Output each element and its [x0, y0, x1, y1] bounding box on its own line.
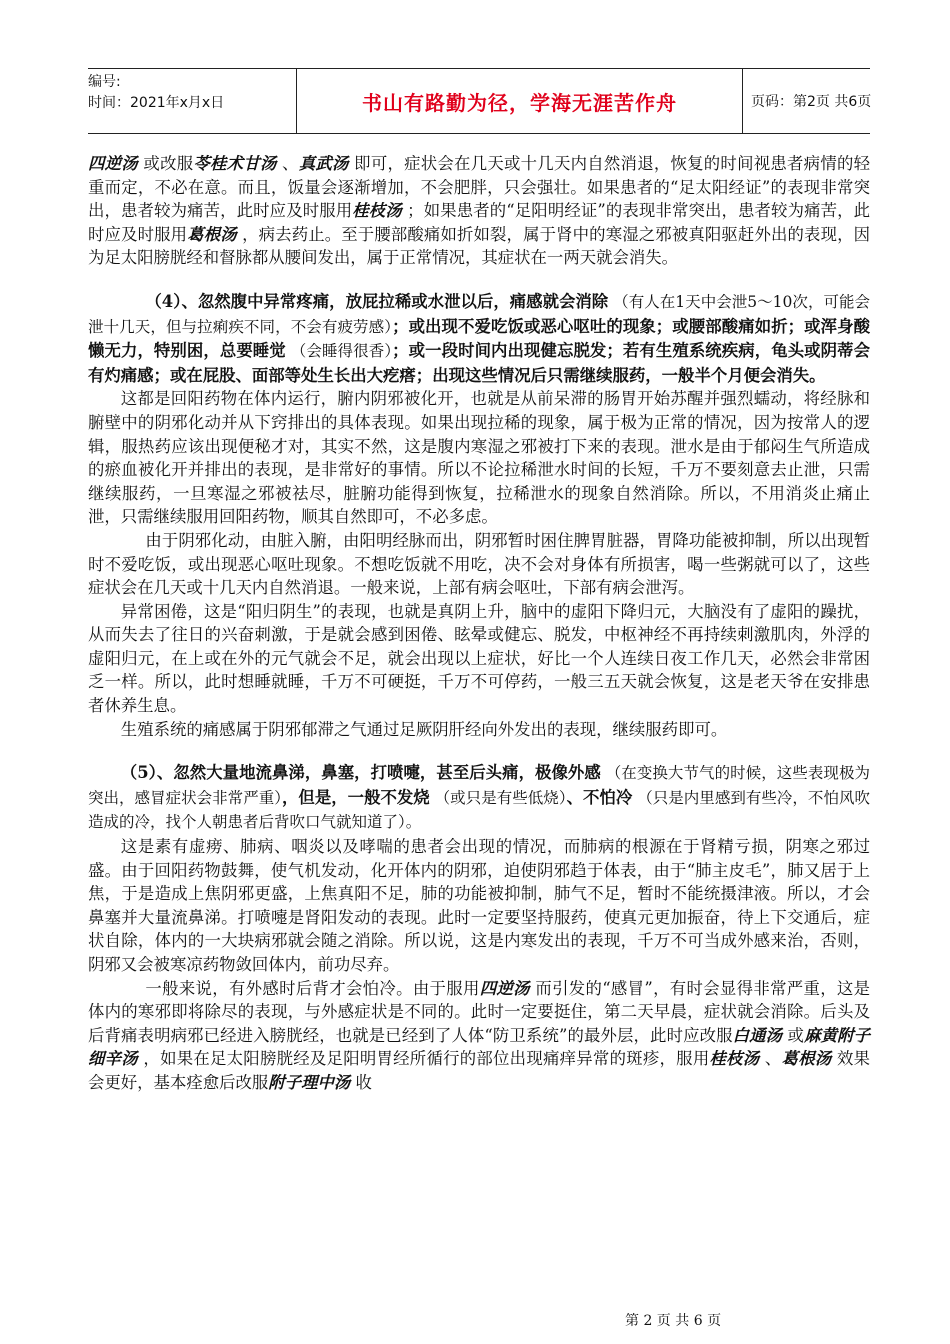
- paragraph: 异常困倦，这是“阳归阴生”的表现，也就是真阴上升，脑中的虚阳下降归元，大脑没有了虚阳的躁扰，从而失去了往日的兴奋刺激，于是就会感到困倦、眩晕或健忘、脱发，中枢神经不再持续刺激肌肉，外浮的虚阳归元，在上或在外的元气就会不足，就会出现以上症状，好比一个人连续日夜工作几天，必然会非常困乏一样。所以，此时想睡就睡，千万不可硬挺，千万不可停药，一般三五天就会恢复，这是老天爷在安排患者休养生息。: [88, 601, 870, 716]
- paragraph: [88, 977, 870, 1095]
- text-run: 而引发的“感冒”，有时会显得非常严重，这是体内的寒邪即将除尽的表现，与外感症状是不同的。此时一定要挺住，第二天早晨，症状就会消除。后头及后背痛表明病邪已经进入膀胱经，也就是已经到了人体“防卫系统”的最外层，此时应改服: [88, 978, 871, 1045]
- document-body: [88, 152, 870, 1095]
- paragraph: 这都是回阳药物在体内运行，腑内阴邪被化开，也就是从前呆滞的肠胃开始苏醒并强烈蠕动，将经脉和腑壁中的阴邪化动并从下窍排出的具体表现。如果出现拉稀的现象，属于极为正常的情况，因为按常人的逻辑，服热药应该出现便秘才对，其实不然，这是腹内寒湿之邪被打下来的表现。泄水是由于郁闷生气所造成的瘀血被化开并排出的表现，是非常好的事情。所以不论拉稀泄水时间的长短，千万不要刻意去止泄，只需继续服药，一旦寒湿之邪被祛尽，脏腑功能得到恢复，拉稀泄水的现象自然消除。所以，不用消炎止痛止泄，只需继续服用回阳药物，顺其自然即可，不必多虑。: [88, 389, 870, 527]
- text-run: ，但是，一般不发烧: [282, 787, 430, 807]
- section-heading-5: [88, 761, 870, 835]
- header-motto: 书山有路勤为径，学海无涯苦作舟: [296, 69, 743, 133]
- text-run: 一般来说，有外感时后背才会怕冷。由于服用: [145, 978, 480, 998]
- header-meta: [88, 69, 296, 136]
- formula-name: 附子理中汤: [268, 1072, 351, 1092]
- paragraph: [88, 152, 870, 270]
- text-run: 即可，症状会在几天或十几天内自然消退，恢复的时间视患者病情的轻重而定，不必在意。而且，饭量会逐渐增加，不会肥胖，只会强壮。如果患者的“足太阳经证”的表现非常突出，患者较为痛苦，此时应及时服用: [88, 154, 871, 221]
- text-run: （会睡得很香）: [285, 342, 393, 361]
- text-run: 收: [350, 1072, 372, 1092]
- text-run: ；或一段时间内出现健忘脱发；若有生殖系统疾病，龟头或阴蒂会有灼痛感；或在屁股、面部等处生长出大疙瘩；出现这些情况后只需继续服药，一般半个月便会消失。: [88, 341, 871, 385]
- formula-name: 桂枝汤: [352, 201, 402, 221]
- text-run: 或改服: [137, 154, 194, 173]
- text-run: ，如果在足太阳膀胱经及足阳明胃经所循行的部位出现痛痒异常的斑疹，服用: [137, 1049, 710, 1069]
- text-run: 或: [782, 1025, 805, 1045]
- paragraph: 这是素有虚痨、肺病、咽炎以及哮喘的患者会出现的情况，而肺病的根源在于肾精亏损，阴寒之邪过盛。由于回阳药物鼓舞，使气机发动，化开体内的阴邪，迫使阴邪趋于体表，由于“肺主皮毛”，肺又居于上焦，于是造成上焦阴邪更盛，上焦真阳不足，肺的功能被抑制，肺气不足，暂时不能统摄津液。所以，才会鼻塞并大量流鼻涕。打喷嚏是肾阳发动的表现。此时一定要坚持服药，使真元更加振奋，待上下交通后，症状自除，体内的一大块病邪就会随之消除。所以说，这是内寒发出的表现，千万不可当成外感来治，否则，阴邪又会被寒凉药物敛回体内，前功尽弃。: [88, 837, 870, 974]
- text-run: （4）、忽然腹中异常疼痛，放屁拉稀或水泄以后，痛感就会消除: [145, 291, 609, 311]
- text-run: （只是内里感到有些冷，不怕风吹造成的冷，找个人朝患者后背吹口气就知道了）。: [88, 788, 870, 832]
- formula-name: 桂枝汤: [709, 1049, 760, 1069]
- text-run: 、不怕冷: [566, 787, 633, 807]
- document-number-label: 编号:: [88, 74, 121, 90]
- text-run: （5）、忽然大量地流鼻涕，鼻塞，打喷嚏，甚至后头痛，极像外感: [120, 763, 601, 783]
- formula-name: 四逆汤: [88, 154, 138, 173]
- text-run: （有人在1天中会泄5～10次，可能会泄十几天，但与拉痢疾不同，不会有疲劳感）: [88, 292, 871, 336]
- header-page-label: 页码：第2页 共6页: [751, 94, 872, 110]
- formula-name: 苓桂术甘汤: [193, 154, 277, 173]
- formula-name: 葛根汤: [781, 1049, 832, 1069]
- page-header: [88, 68, 870, 134]
- formula-name: 真武汤: [298, 154, 349, 173]
- paragraph: 生殖系统的痛感属于阴邪郁滞之气通过足厥阴肝经向外发出的表现，继续服药即可。: [120, 719, 728, 739]
- text-run: ；如果患者的“足阳明经证”的表现非常突出，患者较为痛苦，此时应及时服用: [88, 201, 871, 244]
- formula-name: 葛根汤: [187, 224, 237, 244]
- text-run: 、: [759, 1049, 782, 1069]
- text-run: （在变换大节气的时候，这些表现极为突出，感冒症状会非常严重）: [88, 764, 871, 807]
- text-run: （或只是有些低烧）: [429, 788, 567, 807]
- formula-name: 四逆汤: [479, 978, 530, 998]
- section-heading-4: [88, 290, 870, 387]
- paragraph: 由于阴邪化动，由脏入腑，由阳明经脉而出，阴邪暂时困住脾胃脏器，胃降功能被抑制，所以出现暂时不爱吃饭，或出现恶心呕吐现象。不想吃饭就不用吃，决不会对身体有所损害，喝一些粥就可以了，这些症状会在几天或十几天内自然消退。一般来说，上部有病会呕吐，下部有病会泄泻。: [88, 530, 870, 598]
- formula-name: 麻黄附子细辛汤: [88, 1025, 871, 1069]
- text-run: ，病去药止。至于腰部酸痛如折如裂，属于肾中的寒湿之邪被真阳驱赶外出的表现，因为足太阳膀胱经和督脉都从腰间发出，属于正常情况，其症状在一两天就会消失。: [88, 224, 871, 268]
- text-run: 、: [276, 154, 299, 173]
- formula-name: 白通汤: [732, 1025, 783, 1045]
- document-time-label: 时间：2021年x月x日: [88, 95, 225, 111]
- text-run: 效果会更好，基本痊愈后改服: [88, 1049, 871, 1092]
- text-run: ；或出现不爱吃饭或恶心呕吐的现象；或腰部酸痛如折；或浑身酸懒无力，特别困，总要睡觉: [88, 316, 870, 361]
- page-footer: 第 2 页 共 6 页: [625, 1313, 722, 1329]
